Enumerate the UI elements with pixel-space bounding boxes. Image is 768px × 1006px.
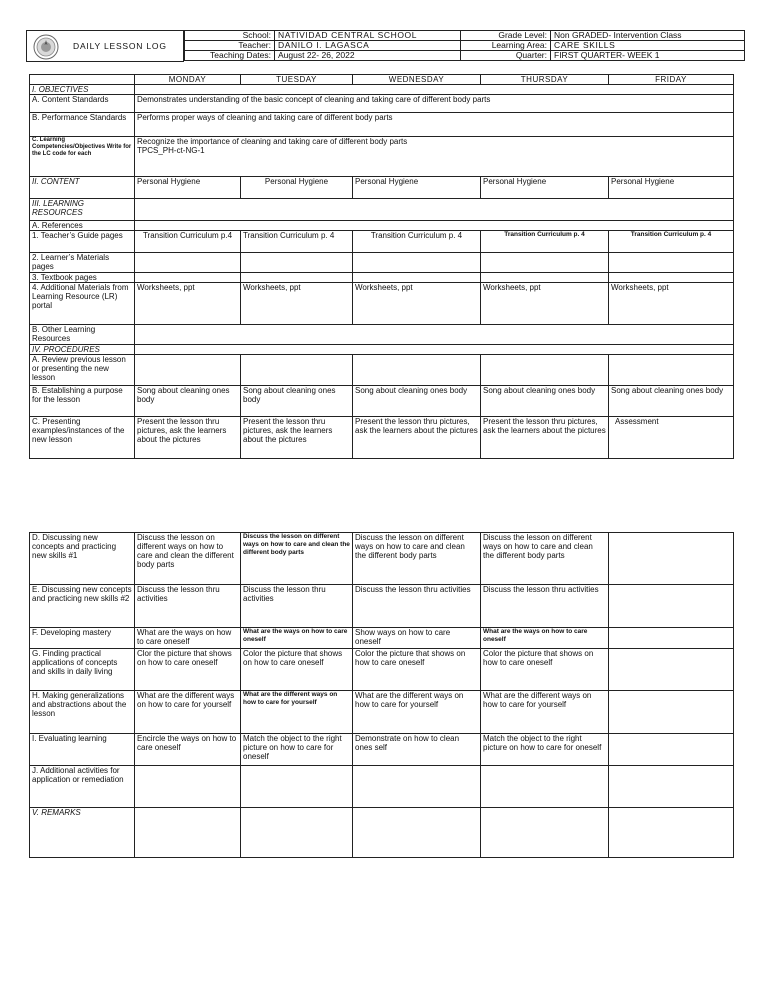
title-box [26, 30, 184, 62]
applications-friday [609, 649, 734, 691]
am-tuesday: Worksheets, ppt [241, 283, 353, 325]
quarter-label: Quarter: [461, 51, 551, 61]
discussing-2-friday [609, 585, 734, 628]
presenting-monday: Present the lesson thru pictures, ask the learners about the pictures [135, 417, 241, 459]
day-friday: FRIDAY [609, 75, 734, 85]
presenting-friday: Assessment [609, 417, 734, 459]
dates-value: August 22- 26, 2022 [275, 51, 461, 61]
day-monday: MONDAY [135, 75, 241, 85]
tg-monday: Transition Curriculum p.4 [135, 231, 241, 253]
evaluating-wednesday: Demonstrate on how to clean ones self [353, 734, 481, 766]
presenting-label: C. Presenting examples/instances of the new lesson [30, 417, 135, 459]
purpose-wednesday: Song about cleaning ones body [353, 386, 481, 417]
content-friday: Personal Hygiene [609, 177, 734, 199]
discussing-2-tuesday: Discuss the lesson thru activities [241, 585, 353, 628]
teacher-label: Teacher: [185, 41, 275, 51]
lesson-table-part1 [29, 74, 734, 459]
mastery-wednesday: Show ways on how to care oneself [353, 628, 481, 649]
tg-wednesday: Transition Curriculum p. 4 [353, 231, 481, 253]
learners-materials-label: 2. Learner’s Materials pages [30, 253, 135, 273]
applications-label: G. Finding practical applications of concepts and skills in daily living [30, 649, 135, 691]
am-thursday: Worksheets, ppt [481, 283, 609, 325]
generalizations-label: H. Making generalizations and abstractions about the lesson [30, 691, 135, 734]
content-thursday: Personal Hygiene [481, 177, 609, 199]
competencies-value [135, 137, 734, 177]
mastery-monday: What are the ways on how to care oneself [135, 628, 241, 649]
log-title: DAILY LESSON LOG [73, 41, 167, 51]
objectives-heading: I. OBJECTIVES [30, 85, 135, 95]
mastery-friday [609, 628, 734, 649]
day-thursday: THURSDAY [481, 75, 609, 85]
day-wednesday: WEDNESDAY [353, 75, 481, 85]
area-label: Learning Area: [461, 41, 551, 51]
lesson-table-part2 [29, 532, 734, 858]
purpose-thursday: Song about cleaning ones body [481, 386, 609, 417]
school-label: School: [185, 31, 275, 41]
generalizations-wednesday: What are the different ways on how to care for yourself [353, 691, 481, 734]
discussing-1-wednesday: Discuss the lesson on different ways on how to care and clean the different body parts [353, 533, 481, 585]
content-monday: Personal Hygiene [135, 177, 241, 199]
am-monday: Worksheets, ppt [135, 283, 241, 325]
evaluating-thursday: Match the object to the right picture on how to care for oneself [481, 734, 609, 766]
evaluating-friday [609, 734, 734, 766]
tg-tuesday: Transition Curriculum p. 4 [241, 231, 353, 253]
applications-wednesday: Color the picture that shows on how to care oneself [353, 649, 481, 691]
content-heading: II. CONTENT [30, 177, 135, 199]
deped-seal-icon [33, 34, 59, 60]
discussing-2-thursday: Discuss the lesson thru activities [481, 585, 609, 628]
evaluating-tuesday: Match the object to the right picture on how to care for oneself [241, 734, 353, 766]
discussing-2-wednesday: Discuss the lesson thru activities [353, 585, 481, 628]
am-friday: Worksheets, ppt [609, 283, 734, 325]
discussing-1-thursday: Discuss the lesson on different ways on how to care and clean the different body parts [481, 533, 609, 585]
performance-standards-value: Performs proper ways of cleaning and taking care of different body parts [135, 113, 734, 137]
content-tuesday: Personal Hygiene [241, 177, 353, 199]
generalizations-monday: What are the different ways on how to care for yourself [135, 691, 241, 734]
competencies-label: C. Learning Competencies/Objectives Write for the LC code for each [30, 137, 135, 177]
learning-resources-heading: III. LEARNING RESOURCES [30, 199, 135, 221]
purpose-friday: Song about cleaning ones body [609, 386, 734, 417]
content-standards-label: A. Content Standards [30, 95, 135, 113]
references-label: A. References [30, 221, 135, 231]
generalizations-thursday: What are the different ways on how to care for yourself [481, 691, 609, 734]
other-resources-label: B. Other Learning Resources [30, 325, 135, 345]
quarter-value: FIRST QUARTER- WEEK 1 [551, 51, 745, 61]
textbook-pages-label: 3. Textbook pages [30, 273, 135, 283]
presenting-wednesday: Present the lesson thru pictures, ask the learners about the pictures [353, 417, 481, 459]
remarks-heading: V. REMARKS [30, 808, 135, 858]
mastery-thursday: What are the ways on how to care oneself [481, 628, 609, 649]
grade-value: Non GRADED- Intervention Class [551, 31, 745, 41]
review-lesson-label: A. Review previous lesson or presenting the new lesson [30, 355, 135, 386]
purpose-tuesday: Song about cleaning ones body [241, 386, 353, 417]
teachers-guide-label: 1. Teacher’s Guide pages [30, 231, 135, 253]
applications-monday: Clor the picture that shows on how to care oneself [135, 649, 241, 691]
content-wednesday: Personal Hygiene [353, 177, 481, 199]
discussing-2-label: E. Discussing new concepts and practicing new skills #2 [30, 585, 135, 628]
school-value: NATIVIDAD CENTRAL SCHOOL [275, 31, 461, 41]
mastery-tuesday: What are the ways on how to care oneself [241, 628, 353, 649]
additional-activities-label: J. Additional activities for application or remediation [30, 766, 135, 808]
area-value: CARE SKILLS [551, 41, 745, 51]
discussing-1-friday [609, 533, 734, 585]
teacher-value: DANILO I. LAGASCA [275, 41, 461, 51]
purpose-label: B. Establishing a purpose for the lesson [30, 386, 135, 417]
performance-standards-label: B. Performance Standards [30, 113, 135, 137]
generalizations-tuesday: What are the different ways on how to care for yourself [241, 691, 353, 734]
competencies-code: TPCS_PH-ct-NG-1 [137, 146, 205, 155]
evaluating-label: I. Evaluating learning [30, 734, 135, 766]
mastery-label: F. Developing mastery [30, 628, 135, 649]
discussing-1-label: D. Discussing new concepts and practicing new skills #1 [30, 533, 135, 585]
presenting-thursday: Present the lesson thru pictures, ask the learners about the pictures [481, 417, 609, 459]
procedures-heading: IV. PROCEDURES [30, 345, 135, 355]
applications-thursday: Color the picture that shows on how to care oneself [481, 649, 609, 691]
am-wednesday: Worksheets, ppt [353, 283, 481, 325]
content-standards-value: Demonstrates understanding of the basic concept of cleaning and taking care of different body parts [135, 95, 734, 113]
tg-thursday: Transition Curriculum p. 4 [481, 231, 609, 253]
discussing-1-tuesday: Discuss the lesson on different ways on how to care and clean the different body parts [241, 533, 353, 585]
discussing-1-monday: Discuss the lesson on different ways on how to care and clean the different body parts [135, 533, 241, 585]
evaluating-monday: Encircle the ways on how to care oneself [135, 734, 241, 766]
day-tuesday: TUESDAY [241, 75, 353, 85]
generalizations-friday [609, 691, 734, 734]
discussing-2-monday: Discuss the lesson thru activities [135, 585, 241, 628]
dates-label: Teaching Dates: [185, 51, 275, 61]
competencies-text: Recognize the importance of cleaning and taking care of different body parts [137, 137, 408, 146]
header-info-table [184, 30, 745, 61]
additional-materials-label: 4. Additional Materials from Learning Resource (LR) portal [30, 283, 135, 325]
grade-label: Grade Level: [461, 31, 551, 41]
tg-friday: Transition Curriculum p. 4 [609, 231, 734, 253]
purpose-monday: Song about cleaning ones body [135, 386, 241, 417]
presenting-tuesday: Present the lesson thru pictures, ask the learners about the pictures [241, 417, 353, 459]
applications-tuesday: Color the picture that shows on how to care oneself [241, 649, 353, 691]
